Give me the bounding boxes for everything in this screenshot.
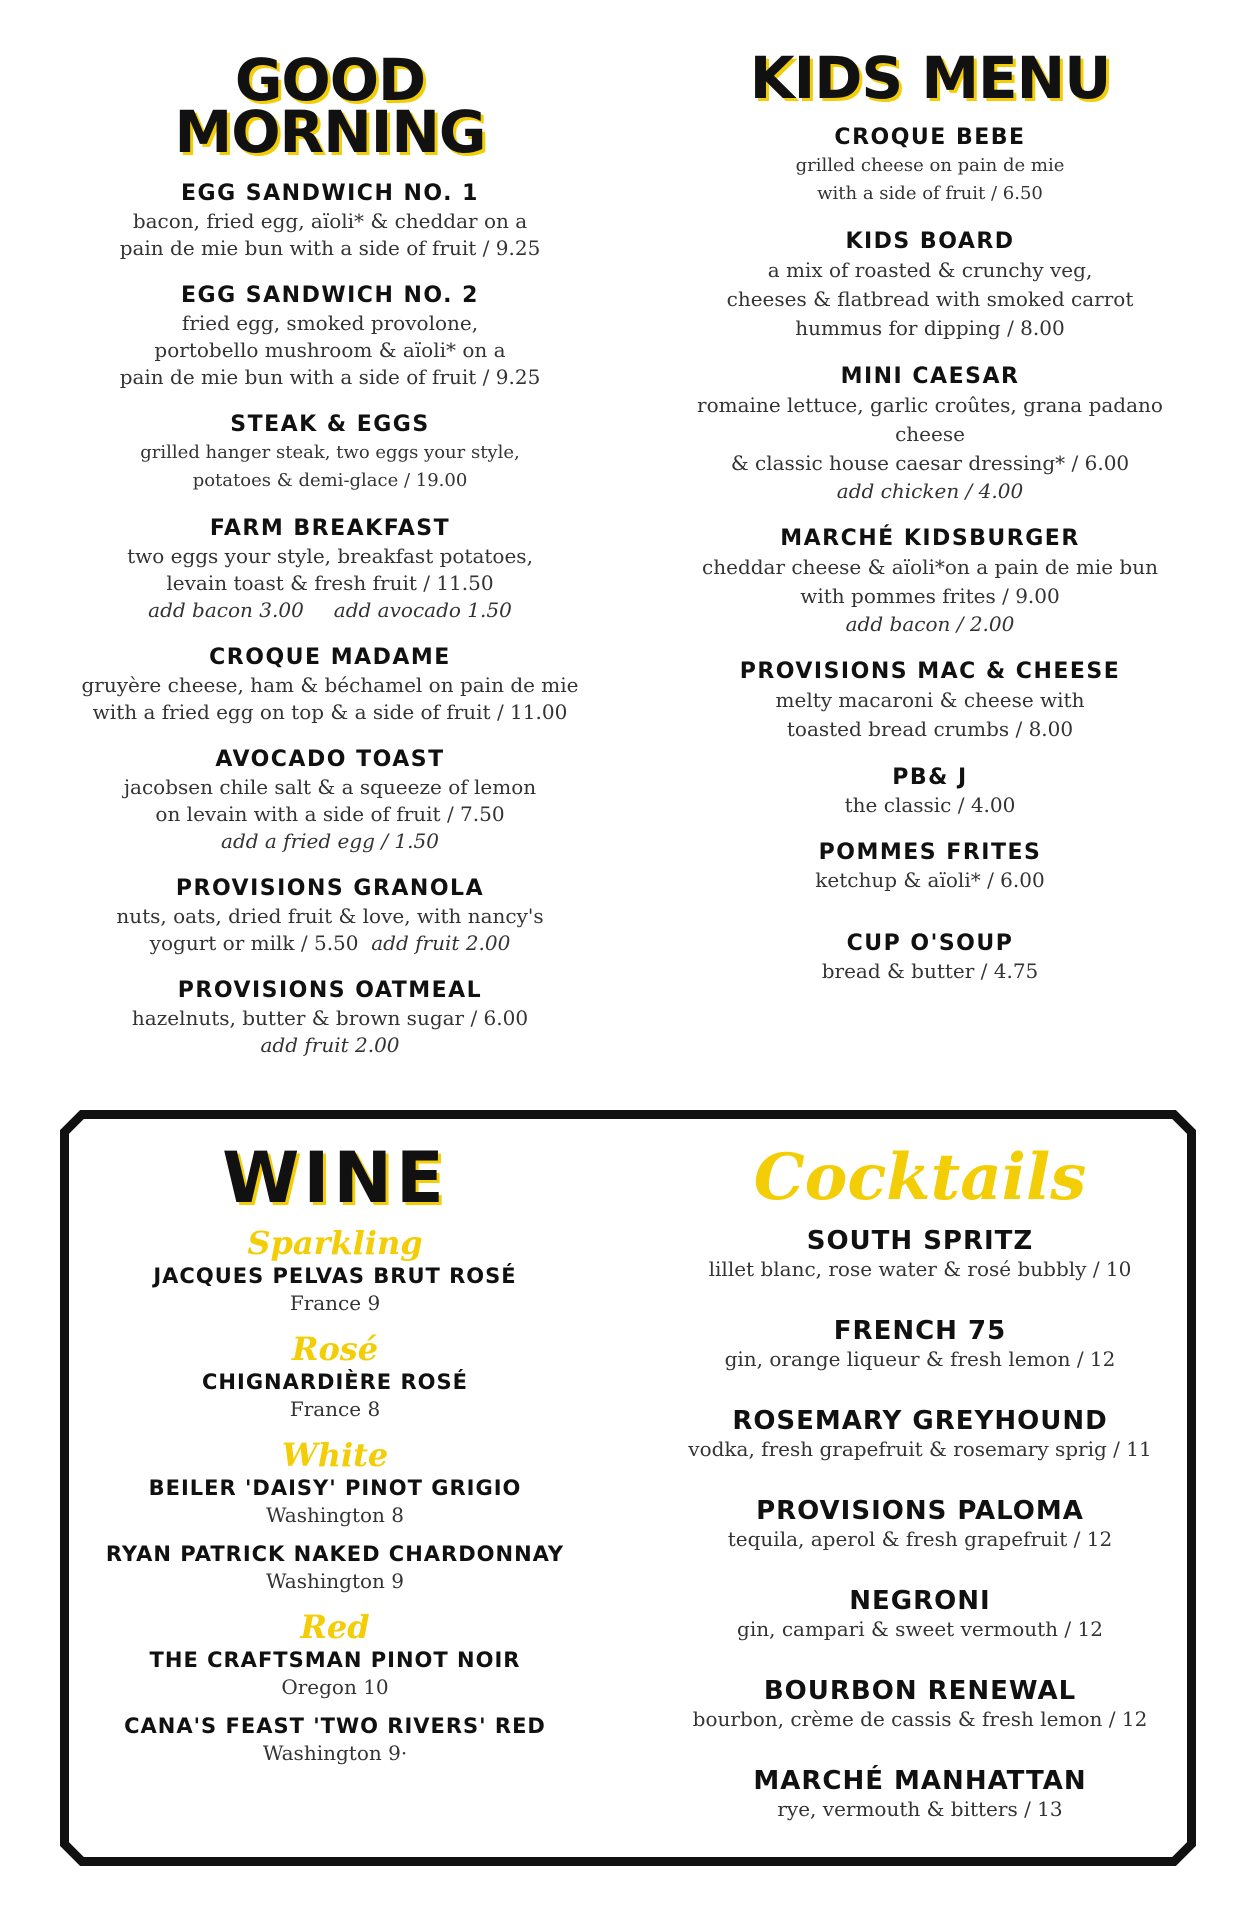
item-addon <box>40 597 620 624</box>
menu-item <box>40 746 620 855</box>
item-desc-line: ketchup & aïoli* / 6.00 <box>815 868 1045 892</box>
item-addon: add a fried egg / 1.50 <box>221 829 439 853</box>
item-name: PROVISIONS GRANOLA <box>175 876 485 901</box>
item-desc <box>40 672 620 726</box>
item-desc-line: with a fried egg on top & a side of fruit / 11.00 <box>92 700 568 724</box>
item-name: CROQUE BEBE <box>834 125 1026 150</box>
item-desc <box>650 686 1210 744</box>
item-name: PROVISIONS MAC & CHEESE <box>739 659 1121 684</box>
cocktail-desc: rye, vermouth & bitters / 13 <box>777 1797 1063 1821</box>
item-desc-line: bread & butter / 4.75 <box>821 959 1039 983</box>
cocktail-desc: tequila, aperol & fresh grapefruit / 12 <box>727 1527 1113 1551</box>
menu-item <box>40 282 620 391</box>
wine-section <box>80 1138 590 1780</box>
wine-entry <box>80 1646 590 1700</box>
menu-item <box>40 644 620 726</box>
item-desc-line: jacobsen chile salt & a squeeze of lemon <box>123 775 537 799</box>
menu-item <box>650 930 1210 985</box>
wine-origin: Washington 8 <box>265 1503 404 1527</box>
cocktail-name: NEGRONI <box>849 1586 991 1616</box>
menu-item <box>650 228 1210 343</box>
item-name: EGG SANDWICH NO. 2 <box>181 283 479 308</box>
item-desc-line: melty macaroni & cheese with <box>775 688 1085 712</box>
item-name: MINI CAESAR <box>840 364 1020 389</box>
cocktail-item <box>640 1316 1200 1372</box>
item-addon: add chicken / 4.00 <box>836 479 1024 503</box>
breakfast-title <box>40 46 620 166</box>
menu-item <box>650 658 1210 744</box>
menu-item <box>650 124 1210 208</box>
item-name: PB& J <box>892 765 968 790</box>
item-desc-line: & classic house caesar dressing* / 6.00 <box>730 451 1130 475</box>
cocktail-item <box>640 1496 1200 1552</box>
wine-category-sparkling: Sparkling <box>247 1224 423 1262</box>
item-name: CUP O'SOUP <box>846 931 1014 956</box>
wine-origin: France 9 <box>289 1291 381 1315</box>
wine-category-red: Red <box>300 1608 370 1646</box>
wine-origin: France 8 <box>289 1397 381 1421</box>
item-desc-line: on levain with a side of fruit / 7.50 <box>155 802 505 826</box>
item-desc <box>650 553 1210 611</box>
item-name: EGG SANDWICH NO. 1 <box>181 181 479 206</box>
wine-origin: Oregon 10 <box>281 1675 389 1699</box>
menu-item <box>40 411 620 495</box>
wine-entry <box>80 1262 590 1316</box>
item-desc-line: with a side of fruit / 6.50 <box>817 183 1043 204</box>
wine-name: RYAN PATRICK NAKED CHARDONNAY <box>105 1542 565 1566</box>
cocktail-name: SOUTH SPRITZ <box>806 1226 1034 1256</box>
wine-entry <box>80 1368 590 1422</box>
cocktail-name: BOURBON RENEWAL <box>763 1676 1077 1706</box>
item-desc-line: gruyère cheese, ham & béchamel on pain de mie <box>81 673 579 697</box>
item-desc <box>40 543 620 597</box>
item-desc-line: potatoes & demi-glace / 19.00 <box>192 470 468 491</box>
wine-category-rose: Rosé <box>291 1330 379 1368</box>
wine-name: CANA'S FEAST 'TWO RIVERS' RED <box>124 1714 546 1738</box>
item-desc <box>650 792 1210 819</box>
wine-name: BEILER 'DAISY' PINOT GRIGIO <box>148 1476 522 1500</box>
item-desc <box>40 310 620 391</box>
breakfast-title-line1: GOOD <box>234 46 426 114</box>
item-desc <box>40 439 620 495</box>
menu-item <box>650 363 1210 505</box>
menu-item <box>650 839 1210 894</box>
item-desc-line: pain de mie bun with a side of fruit / 9.25 <box>119 365 541 389</box>
cocktails-title: Cocktails <box>753 1140 1087 1215</box>
menu-item <box>650 525 1210 638</box>
breakfast-section <box>40 48 620 1079</box>
item-addon: add fruit 2.00 <box>260 1033 400 1057</box>
item-desc-line: a mix of roasted & crunchy veg, <box>767 258 1093 282</box>
wine-entry <box>80 1540 590 1594</box>
item-addon: add fruit 2.00 <box>371 931 511 955</box>
item-name: KIDS BOARD <box>845 229 1015 254</box>
item-desc <box>650 152 1210 208</box>
menu-item <box>40 515 620 624</box>
item-desc-line: the classic / 4.00 <box>844 793 1016 817</box>
item-desc-line: cheddar cheese & aïoli*on a pain de mie bun <box>702 555 1158 579</box>
item-desc <box>650 867 1210 894</box>
cocktail-desc: gin, orange liqueur & fresh lemon / 12 <box>724 1347 1116 1371</box>
item-desc-line: hazelnuts, butter & brown sugar / 6.00 <box>131 1006 529 1030</box>
item-desc-line: grilled hanger steak, two eggs your style, <box>140 442 520 463</box>
item-desc <box>650 391 1210 478</box>
wine-name: CHIGNARDIÈRE ROSÉ <box>202 1370 468 1394</box>
breakfast-title-line2: MORNING <box>174 98 486 166</box>
kids-section <box>650 44 1210 1005</box>
wine-entry <box>80 1474 590 1528</box>
item-addon: add bacon / 2.00 <box>845 612 1015 636</box>
cocktail-name: MARCHÉ MANHATTAN <box>753 1766 1087 1796</box>
item-desc-line: grilled cheese on pain de mie <box>795 155 1065 176</box>
item-desc <box>650 958 1210 985</box>
item-desc <box>40 903 620 957</box>
item-desc-line: with pommes frites / 9.00 <box>800 584 1060 608</box>
cocktail-desc: lillet blanc, rose water & rosé bubbly / 10 <box>708 1257 1132 1281</box>
wine-name: THE CRAFTSMAN PINOT NOIR <box>149 1648 521 1672</box>
item-desc-line: pain de mie bun with a side of fruit / 9.25 <box>119 236 541 260</box>
item-desc-line: toasted bread crumbs / 8.00 <box>786 717 1074 741</box>
cocktail-desc: bourbon, crème de cassis & fresh lemon / 12 <box>692 1707 1148 1731</box>
item-desc-line: yogurt or milk / 5.50 <box>149 931 359 955</box>
cocktail-item <box>640 1406 1200 1462</box>
item-desc-line: two eggs your style, breakfast potatoes, <box>127 544 533 568</box>
item-desc-line: cheese <box>895 422 965 446</box>
item-desc-line: portobello mushroom & aïoli* on a <box>154 338 506 362</box>
cocktail-item <box>640 1766 1200 1822</box>
menu-item <box>40 180 620 262</box>
item-desc-line: romaine lettuce, garlic croûtes, grana padano <box>697 393 1163 417</box>
item-desc <box>40 208 620 262</box>
wine-origin: Washington 9 <box>265 1569 404 1593</box>
item-name: CROQUE MADAME <box>209 645 451 670</box>
cocktail-desc: vodka, fresh grapefruit & rosemary sprig / 11 <box>688 1437 1152 1461</box>
cocktail-name: ROSEMARY GREYHOUND <box>732 1406 1108 1436</box>
addon-bacon: add bacon 3.00 <box>148 598 304 622</box>
addon-avocado: add avocado 1.50 <box>333 598 512 622</box>
wine-entry <box>80 1712 590 1766</box>
cocktail-item <box>640 1586 1200 1642</box>
item-desc <box>40 1005 620 1032</box>
wine-category-white: White <box>281 1436 389 1474</box>
item-desc-line: hummus for dipping / 8.00 <box>795 316 1065 340</box>
item-name: FARM BREAKFAST <box>209 516 451 541</box>
item-desc-line: cheeses & flatbread with smoked carrot <box>726 287 1134 311</box>
wine-origin: Washington 9· <box>262 1741 408 1765</box>
item-desc-line: nuts, oats, dried fruit & love, with nancy's <box>116 904 544 928</box>
menu-item <box>40 977 620 1059</box>
cocktail-name: PROVISIONS PALOMA <box>756 1496 1084 1526</box>
cocktail-item <box>640 1676 1200 1732</box>
item-name: PROVISIONS OATMEAL <box>177 978 483 1003</box>
wine-name: JACQUES PELVAS BRUT ROSÉ <box>153 1264 517 1288</box>
item-desc-line: fried egg, smoked provolone, <box>181 311 479 335</box>
cocktail-desc: gin, campari & sweet vermouth / 12 <box>737 1617 1103 1641</box>
item-name: AVOCADO TOAST <box>215 747 445 772</box>
item-desc <box>40 774 620 828</box>
kids-title: KIDS MENU <box>749 44 1111 112</box>
item-name: MARCHÉ KIDSBURGER <box>780 526 1080 551</box>
item-desc <box>650 256 1210 343</box>
cocktail-item <box>640 1226 1200 1282</box>
menu-item <box>40 875 620 957</box>
cocktail-name: FRENCH 75 <box>833 1316 1007 1346</box>
wine-title: WINE <box>222 1137 448 1219</box>
item-name: STEAK & EGGS <box>230 412 430 437</box>
item-name: POMMES FRITES <box>818 840 1042 865</box>
cocktails-section <box>640 1138 1200 1856</box>
item-desc-line: levain toast & fresh fruit / 11.50 <box>166 571 494 595</box>
menu-item <box>650 764 1210 819</box>
item-desc-line: bacon, fried egg, aïoli* & cheddar on a <box>132 209 528 233</box>
